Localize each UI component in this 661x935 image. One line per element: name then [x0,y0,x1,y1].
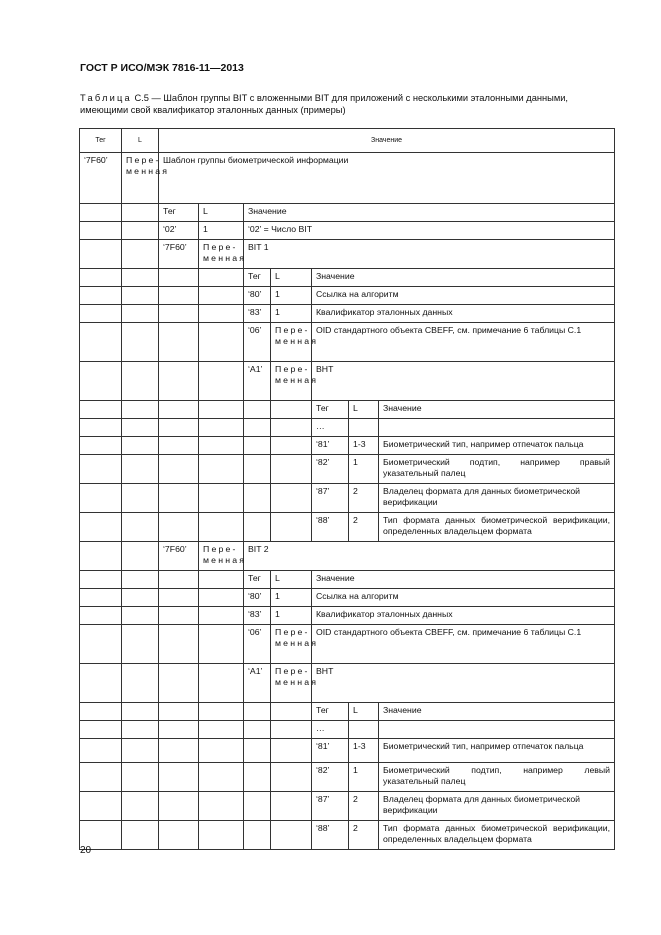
cell-length: 1 [349,455,379,484]
cell-value: Ссылка на алгоритм [312,589,615,607]
cell-value: Ссылка на алгоритм [312,287,615,305]
table-row [80,484,615,513]
cell-tag: ‘06’ [244,323,271,362]
document-header: ГОСТ Р ИСО/МЭК 7816-11—2013 [80,62,244,74]
cell-tag: Тег [312,401,349,419]
cell-tag: Тег [244,571,271,589]
table-row [80,287,615,305]
cell-length: Пере-менная [271,625,312,664]
cell-value: Биометрический тип, например отпечаток пальца [379,739,615,763]
cell-length: Пере-менная [122,153,159,204]
cell-value: Значение [379,703,615,721]
cell-length: 1-3 [349,437,379,455]
cell-length: Пере-менная [271,323,312,362]
cell-tag: ‘80’ [244,589,271,607]
cell-value: ‘02’ = Число BIT [244,222,615,240]
table-row [80,222,615,240]
cell-value: Биометрический тип, например отпечаток пальца [379,437,615,455]
cell-value: Владелец формата для данных биометрической верификации [379,792,615,821]
cell-length: 1 [349,763,379,792]
cell-tag: ‘87’ [312,484,349,513]
table-row [80,362,615,401]
cell-length: 1 [271,607,312,625]
cell-tag: Тег [159,204,199,222]
cell-tag: ‘83’ [244,305,271,323]
caption-label: Таблица [80,93,132,103]
cell-tag: Тег [312,703,349,721]
table-row [80,571,615,589]
cell-tag: ‘81’ [312,739,349,763]
cell-value: Квалификатор эталонных данных [312,607,615,625]
cell-tag: ‘A1’ [244,664,271,703]
table-row [80,269,615,287]
cell-tag: ‘81’ [312,437,349,455]
cell-length: Пере-менная [199,240,244,269]
header-value: Значение [159,129,615,153]
cell-length: 2 [349,821,379,850]
cell-value: Шаблон группы биометрической информации [159,153,615,204]
cell-value: Биометрический подтип, например левый указательный палец [379,763,615,792]
cell-tag: … [312,419,349,437]
cell-value: Значение [244,204,615,222]
table-row [80,821,615,850]
table-row [80,437,615,455]
cell-value: Биометрический подтип, например правый указательный палец [379,455,615,484]
table-row [80,305,615,323]
cell-tag: ‘82’ [312,455,349,484]
cell-value: Тип формата данных биометрической верификации, определенных владельцем формата [379,513,615,542]
cell-value: Владелец формата для данных биометрической верификации [379,484,615,513]
header-length: L [122,129,159,153]
header-tag: Тег [80,129,122,153]
cell-length: 1 [271,287,312,305]
table-header-row [80,129,615,153]
table-row [80,401,615,419]
cell-tag: ‘88’ [312,513,349,542]
table-row [80,204,615,222]
table-row [80,323,615,362]
cell-value: OID стандартного объекта CBEFF, см. примечание 6 таблицы С.1 [312,625,615,664]
cell-length: 1 [271,305,312,323]
table-row [80,703,615,721]
cell-tag: ‘7F60’ [159,240,199,269]
cell-value: Квалификатор эталонных данных [312,305,615,323]
cell-length: Пере-менная [199,542,244,571]
cell-value: BIT 2 [244,542,615,571]
cell-tag: … [312,721,349,739]
cell-tag: ‘82’ [312,763,349,792]
table-row [80,792,615,821]
cell-tag: ‘7F60’ [159,542,199,571]
cell-value: Тип формата данных биометрической верификации, определенных владельцем формата [379,821,615,850]
page-number: 20 [80,845,92,856]
cell-value: BHT [312,664,615,703]
cell-tag: Тег [244,269,271,287]
cell-tag: ‘80’ [244,287,271,305]
table-row [80,455,615,484]
table-row [80,589,615,607]
table-caption [80,92,615,116]
table-row [80,664,615,703]
cell-length: L [199,204,244,222]
table-row [80,419,615,437]
cell-length: 2 [349,513,379,542]
cell-tag: ‘A1’ [244,362,271,401]
table-row [80,625,615,664]
cell-length: Пере-менная [271,362,312,401]
bit-group-template-table [79,128,615,850]
cell-value: Значение [312,269,615,287]
table-row [80,542,615,571]
cell-tag: ‘87’ [312,792,349,821]
cell-length: L [349,703,379,721]
cell-length: L [271,269,312,287]
cell-value: Значение [312,571,615,589]
cell-tag: ‘7F60’ [80,153,122,204]
cell-length: Пере-менная [271,664,312,703]
table-row [80,153,615,204]
cell-length: L [349,401,379,419]
cell-tag: ‘02’ [159,222,199,240]
cell-tag: ‘83’ [244,607,271,625]
cell-length: 1 [271,589,312,607]
cell-length: 1 [199,222,244,240]
table-row [80,607,615,625]
table-row [80,739,615,763]
cell-tag: ‘06’ [244,625,271,664]
table-row [80,763,615,792]
caption-text: С.5 — Шаблон группы BIT с вложенными BIT для приложений с несколькими эталонными данными, имеющими свой квалификатор эталонных данных (примеры) [80,93,569,115]
cell-length: 2 [349,484,379,513]
cell-length: 1-3 [349,739,379,763]
table-row [80,721,615,739]
cell-length: 2 [349,792,379,821]
cell-value: Значение [379,401,615,419]
cell-value: BHT [312,362,615,401]
cell-length: L [271,571,312,589]
table-row [80,240,615,269]
cell-value: BIT 1 [244,240,615,269]
table-row [80,513,615,542]
cell-tag: ‘88’ [312,821,349,850]
cell-value: OID стандартного объекта CBEFF, см. примечание 6 таблицы С.1 [312,323,615,362]
